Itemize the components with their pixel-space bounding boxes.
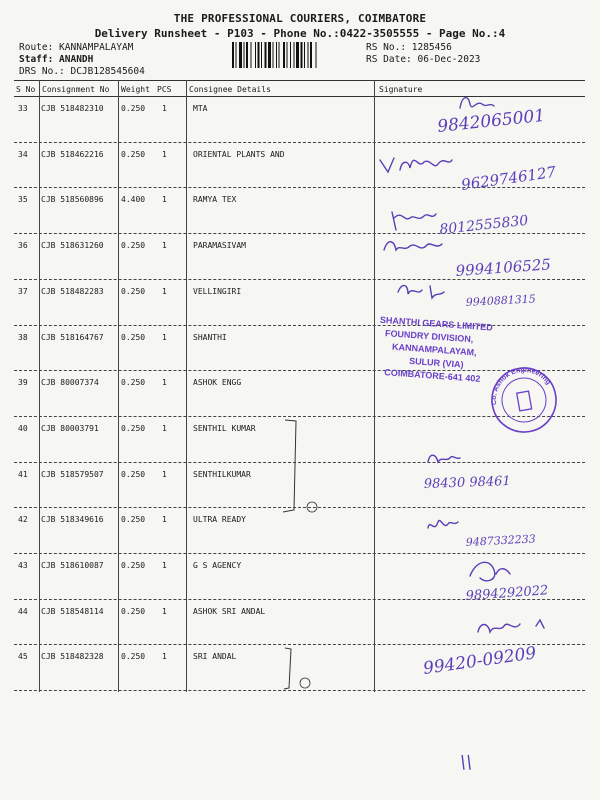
row-consignment-no: CJB 518560896 — [41, 195, 104, 205]
stamp-line-4: SULUR (VIA) — [408, 355, 464, 370]
row-weight: 0.250 — [121, 423, 146, 433]
row-consignment-no: CJB 518482283 — [41, 286, 104, 296]
phone-handwritten-37: 9940881315 — [465, 292, 537, 309]
company-title: THE PROFESSIONAL COURIERS, COIMBATORE — [173, 12, 427, 25]
row-consignment-no: CJB 80007374 — [41, 378, 99, 388]
runsheet-title: Delivery Runsheet - P103 - Phone No.:0422-3505555 - Page No.:4 — [94, 27, 506, 40]
row-consignment-no: CJB 518579507 — [41, 469, 104, 479]
drs-number: DRS No.: DCJB128545604 — [19, 66, 145, 77]
row-sno: 41 — [18, 469, 28, 479]
phone-handwritten-42: 9487332233 — [465, 532, 537, 549]
phone-handwritten-35: 8012555830 — [438, 212, 530, 238]
col-header-pcs: PCS — [157, 85, 172, 94]
row-weight: 0.250 — [121, 149, 146, 159]
row-consignment-no: CJB 80003791 — [41, 423, 99, 433]
row-consignment-no: CJB 518482328 — [41, 652, 104, 662]
row-consignee: PARAMASIVAM — [193, 241, 246, 251]
row-sno: 44 — [18, 606, 28, 616]
row-consignee: G S AGENCY — [193, 561, 242, 570]
route-label: Route: KANNAMPALAYAM — [19, 42, 134, 53]
row-sno: 36 — [18, 241, 28, 251]
row-consignee: MTA — [193, 104, 208, 113]
row-pcs: 1 — [162, 515, 167, 525]
row-sno: 35 — [18, 195, 28, 205]
col-header-signature: Signature — [379, 85, 423, 94]
row-pcs: 1 — [162, 606, 167, 616]
stamp-line-1: SHANTHI GEARS LIMITED — [379, 314, 494, 333]
row-pcs: 1 — [162, 104, 167, 113]
row-consignment-no: CJB 518548114 — [41, 606, 104, 616]
row-pcs: 1 — [162, 378, 167, 388]
phone-handwritten-34: 9629746127 — [460, 162, 558, 194]
row-sno: 39 — [18, 378, 28, 388]
row-pcs: 1 — [162, 149, 167, 159]
stamp-line-3: KANNAMPALAYAM, — [391, 341, 477, 358]
rs-number: RS No.: 1285456 — [366, 42, 452, 53]
round-seal-icon — [486, 362, 561, 437]
row-pcs: 1 — [162, 652, 167, 662]
row-consignee: ORIENTAL PLANTS AND — [193, 149, 285, 159]
row-consignee: SRI ANDAL — [193, 652, 237, 662]
row-sno: 34 — [18, 149, 28, 159]
row-pcs: 1 — [162, 469, 167, 479]
row-consignment-no: CJB 518482310 — [41, 104, 104, 113]
row-weight: 0.250 — [121, 378, 146, 388]
row-consignment-no: CJB 518349616 — [41, 515, 104, 525]
row-pcs: 1 — [162, 286, 167, 296]
row-weight: 0.250 — [121, 241, 146, 251]
row-sno: 37 — [18, 286, 28, 296]
row-weight: 0.250 — [121, 104, 146, 113]
row-consignment-no: CJB 518610087 — [41, 561, 104, 570]
row-pcs: 1 — [162, 561, 167, 570]
phone-handwritten-41: 98430 98461 — [423, 473, 511, 492]
stamp-line-2: FOUNDRY DIVISION, — [384, 328, 474, 345]
row-consignee: SENTHIL KUMAR — [193, 423, 256, 433]
row-consignment-no: CJB 518631260 — [41, 241, 104, 251]
row-weight: 0.250 — [121, 561, 146, 570]
row-weight: 4.400 — [121, 195, 146, 205]
row-weight: 0.250 — [121, 515, 146, 525]
stamp-line-5: COIMBATORE-641 402 — [383, 367, 481, 384]
phone-handwritten-36: 9994106525 — [455, 255, 552, 280]
row-consignment-no: CJB 518462216 — [41, 149, 104, 159]
row-sno: 45 — [18, 652, 28, 662]
row-weight: 0.250 — [121, 286, 146, 296]
row-weight: 0.250 — [121, 652, 146, 662]
bottom-handwritten-mark: \\ — [460, 752, 473, 773]
row-consignment-no: CJB 518164767 — [41, 332, 104, 342]
row-consignee: SENTHILKUMAR — [193, 469, 251, 479]
svg-text:Co. Ashok Engineering — [486, 362, 554, 406]
row-sno: 43 — [18, 561, 28, 570]
row-pcs: 1 — [162, 423, 167, 433]
staff-label: Staff: ANANDH — [19, 54, 94, 65]
row-sno: 40 — [18, 423, 28, 433]
row-consignee: ULTRA READY — [193, 515, 246, 525]
row-sno: 33 — [18, 104, 28, 113]
phone-handwritten-33: 9842065001 — [436, 105, 547, 137]
row-sno: 42 — [18, 515, 28, 525]
row-consignee: VELLINGIRI — [193, 286, 242, 296]
seal-text: Co. Ashok Engineering — [490, 366, 552, 406]
row-weight: 0.250 — [121, 332, 146, 342]
col-header-weight: Weight — [121, 85, 150, 94]
col-header-consignee: Consignee Details — [189, 85, 271, 94]
col-header-consignment: Consignment No — [42, 85, 110, 94]
row-consignee: ASHOK ENGG — [193, 378, 242, 388]
rs-date: RS Date: 06-Dec-2023 — [366, 54, 481, 65]
row-consignee: SHANTHI — [193, 332, 227, 342]
row-sno: 38 — [18, 332, 28, 342]
row-weight: 0.250 — [121, 469, 146, 479]
col-header-sno: S No — [16, 85, 36, 94]
row-pcs: 1 — [162, 195, 167, 205]
phone-handwritten-45: 99420-09209 — [421, 643, 538, 679]
row-consignee: RAMYA TEX — [193, 195, 237, 205]
phone-handwritten-43: 9894292022 — [465, 583, 549, 604]
row-consignee: ASHOK SRI ANDAL — [193, 606, 266, 616]
row-weight: 0.250 — [121, 606, 146, 616]
row-pcs: 1 — [162, 332, 167, 342]
row-pcs: 1 — [162, 241, 167, 251]
